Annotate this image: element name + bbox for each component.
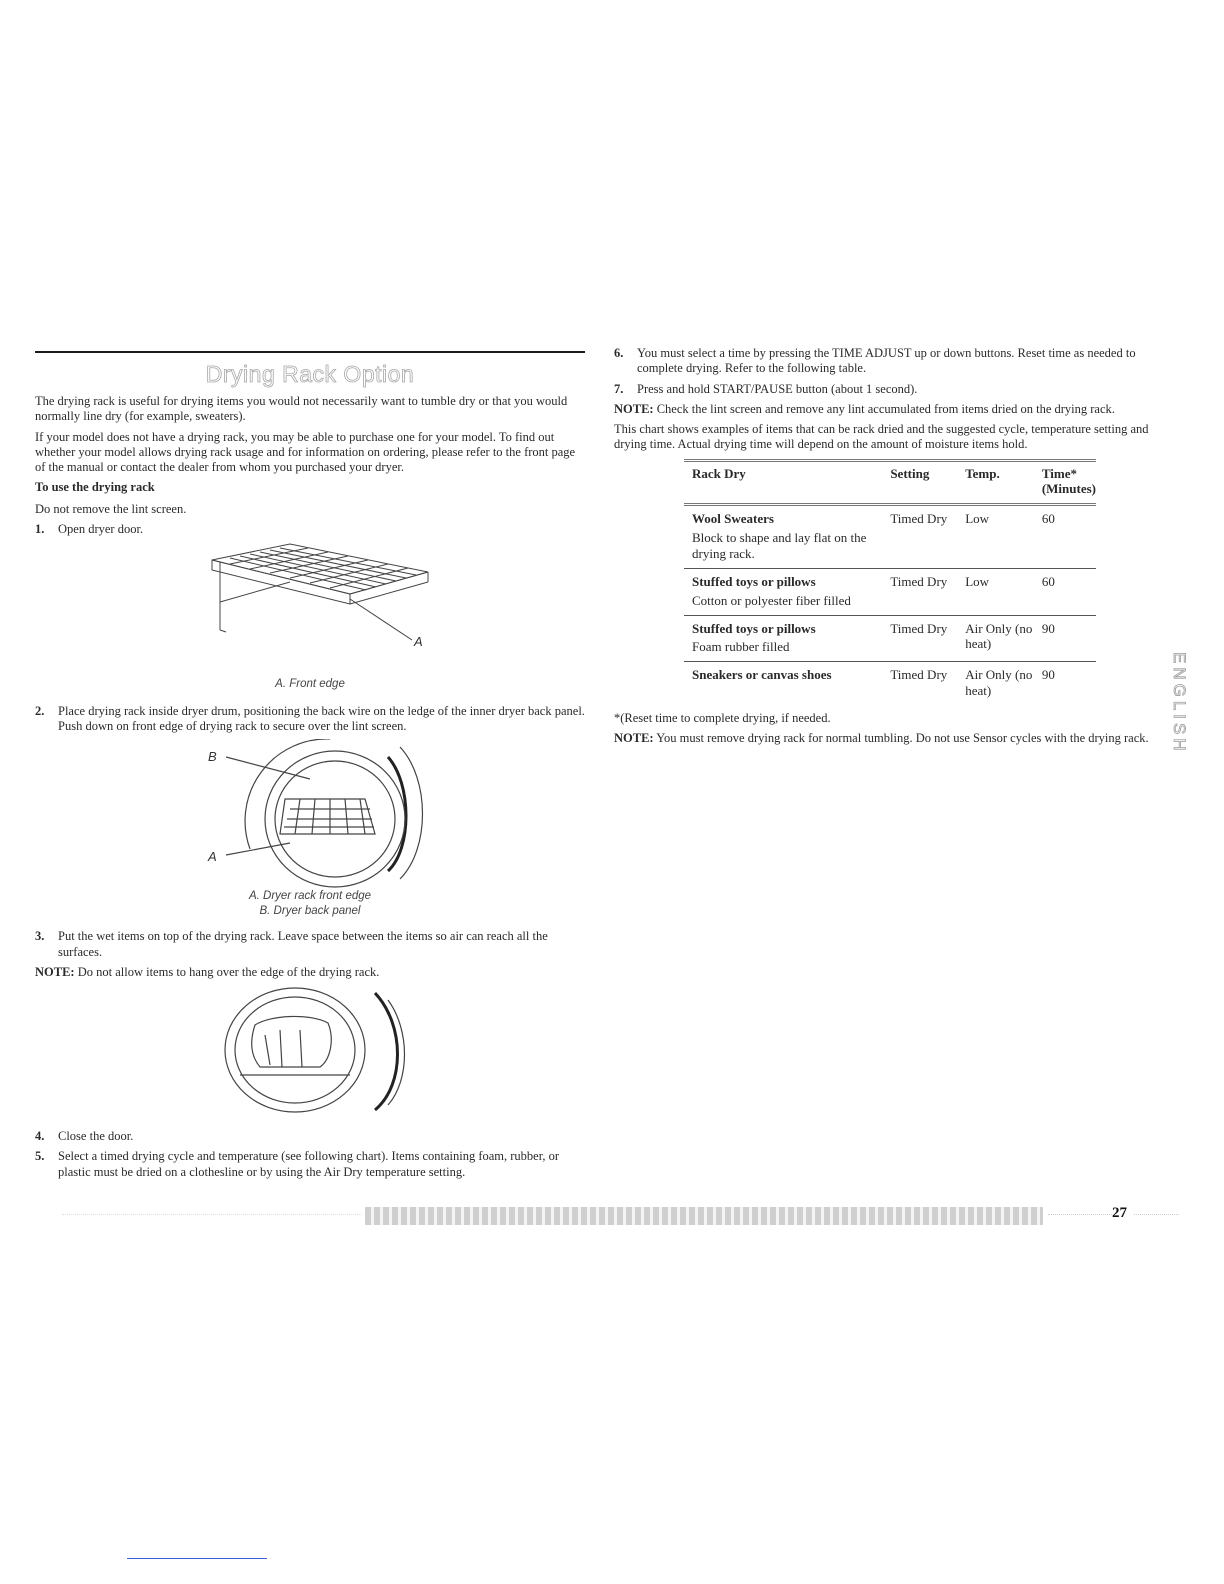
cell-time: 90 [1041,667,1055,683]
step-6 [614,346,1164,377]
step-number: 6. [614,346,624,360]
right-column [614,346,1164,751]
left-column [35,351,585,1185]
item-description: Cotton or polyester fiber filled [692,592,851,608]
item-name: Stuffed toys or pillows [692,620,816,636]
note-sensor [614,731,1164,746]
step-5 [35,1149,585,1180]
step-4 [35,1129,585,1144]
step-number: 4. [35,1129,45,1144]
step-number: 1. [35,521,45,536]
table-row [684,615,1096,662]
rack-dry-table [684,459,1096,705]
header-setting: Setting [890,465,930,481]
cell-time: 60 [1041,511,1055,527]
header-time [1034,460,1096,505]
note-text: Check the lint screen and remove any lint accumulated from items dried on the drying rack. [653,401,1115,416]
cell-setting: Timed Dry [890,573,948,589]
note-label: NOTE: [614,401,654,416]
figure1-label-a: A [414,634,423,650]
header-rack-dry: Rack Dry [692,465,746,481]
figure2-label-a: A [208,849,217,865]
step-number: 5. [35,1149,45,1164]
figure2-caption-b: B. Dryer back panel [259,905,361,918]
step-7 [614,382,1164,397]
note-label: NOTE: [35,964,75,979]
footer-dotted-rule [1134,1214,1179,1215]
item-name: Stuffed toys or pillows [692,573,816,589]
cell-temp: Air Only (no heat) [965,667,1033,699]
cell-item [684,662,882,705]
header-temp: Temp. [965,465,1000,481]
note-lint [614,402,1164,417]
note-label: NOTE: [614,731,654,746]
cell-item [684,505,882,569]
cell-item [684,568,882,615]
item-name: Sneakers or canvas shoes [692,667,832,683]
cell-setting: Timed Dry [890,667,948,683]
footer-dotted-rule [62,1214,362,1215]
items-on-rack-illustration [210,985,410,1115]
rack-in-drum-illustration [190,739,430,889]
cell-setting: Timed Dry [890,620,948,636]
chart-intro: This chart shows examples of items that can be rack dried and the suggested cycle, temperature setting and drying time. Actual drying time will depend on the amount of moisture items hold. [614,422,1149,452]
cell-temp: Low [965,573,990,589]
step-number: 2. [35,703,45,718]
cell-setting: Timed Dry [890,511,948,527]
header-time-units: (Minutes) [1041,481,1096,497]
instruction-text: Do not remove the lint screen. [35,501,187,516]
language-side-label: ENGLISH [1170,652,1189,755]
figure2-caption-a: A. Dryer rack front edge [248,890,372,903]
step-2 [35,704,585,735]
section-rule [35,351,585,353]
footer-bar [365,1207,1043,1225]
table-header-row [684,460,1096,505]
figure1-caption: A. Front edge [275,678,345,691]
step-number: 3. [35,929,45,944]
step-text: Place drying rack inside dryer drum, positioning the back wire on the ledge of the inner dryer back panel. Push down on front edge of drying rack to secure over the lint screen. [58,703,585,734]
step-number: 7. [614,381,624,396]
step-text: Close the door. [58,1129,134,1144]
cell-item [684,615,882,662]
intro-paragraph-1: The drying rack is useful for drying items you would not necessarily want to tumble dry or that you would normally line dry (for example, sweaters). [35,394,568,424]
item-description: Block to shape and lay flat on the drying rack. [692,530,867,561]
table-footnote: *(Reset time to complete drying, if needed. [614,710,831,725]
table-row [684,568,1096,615]
figure2-label-b: B [208,749,217,765]
cell-temp: Air Only (no heat) [965,620,1033,652]
cell-time: 90 [1041,620,1055,636]
step-text: You must select a time by pressing the TIME ADJUST up or down buttons. Reset time as needed to complete drying. Refer to the following table. [637,346,1136,376]
step-1 [35,522,585,537]
item-name: Wool Sweaters [692,511,774,527]
table-row [684,505,1096,569]
item-description: Foam rubber filled [692,639,790,655]
footer-dotted-rule [1048,1214,1112,1215]
step-text: Put the wet items on top of the drying rack. Leave space between the items so air can reach all the surfaces. [58,929,548,959]
note-text: You must remove drying rack for normal tumbling. Do not use Sensor cycles with the drying rack. [653,731,1149,746]
bottom-underline [127,1558,267,1559]
table-row [684,662,1096,705]
step-text: Open dryer door. [58,521,144,536]
note-hang-over [35,965,585,980]
cell-temp: Low [965,511,990,527]
cell-time: 60 [1041,573,1055,589]
page-number: 27 [1112,1205,1127,1221]
step-text: Press and hold START/PAUSE button (about 1 second). [637,381,918,396]
subheading: To use the drying rack [35,480,155,495]
note-text: Do not allow items to hang over the edge of the drying rack. [74,964,380,979]
header-time-label: Time* [1041,465,1077,481]
section-title: Drying Rack Option [205,361,415,387]
step-3 [35,929,585,960]
step-text: Select a timed drying cycle and temperature (see following chart). Items containing foam, rubber, or plastic must be dried on a clothesline or by using the Air Dry temperature setting. [58,1149,560,1179]
intro-paragraph-2: If your model does not have a drying rack, you may be able to purchase one for your model. To find out whether your model allows drying rack usage and for information on ordering, please refer to the front page of the manual or contact the dealer from whom you purchased your dryer. [35,429,576,475]
drying-rack-illustration [190,542,430,677]
